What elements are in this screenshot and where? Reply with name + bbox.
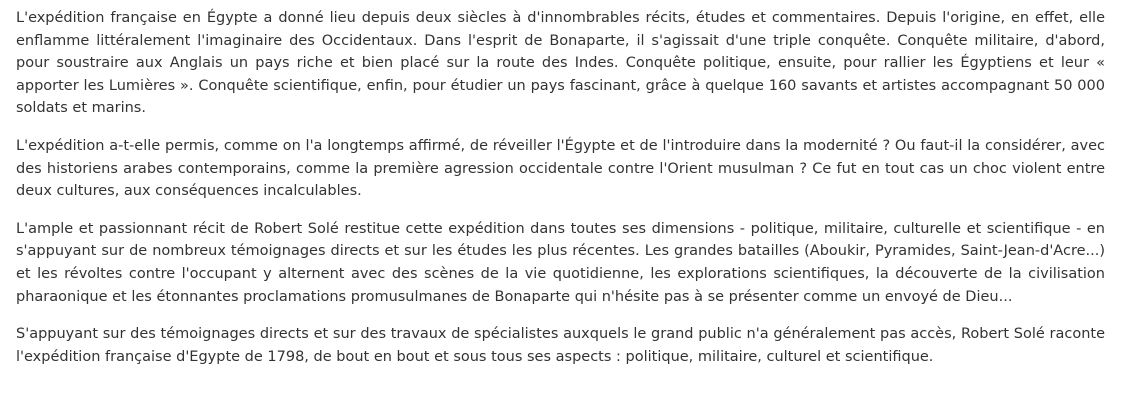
description-paragraph-2: L'expédition a-t-elle permis, comme on l'a longtemps affirmé, de réveiller l'Égypte et de l'introduire dans la modernité ? Ou faut-il la considérer, avec des historiens arabes contemporains, comme la première agression occidentale contre l'Orient musulman ? Ce fut en tout cas un choc violent entre deux cultures, aux conséquences incalculables. — [16, 137, 1105, 200]
description-paragraph-3: L'ample et passionnant récit de Robert Solé restitue cette expédition dans toutes ses dimensions - politique, militaire, culturelle et scientifique - en s'appuyant sur de nombreux témoignages directs et sur les études les plus récentes. Les grandes batailles (Aboukir, Pyramides, Saint-Jean-d'Acre...) et les révoltes contre l'occupant y alternent avec des scènes de la vie quotidienne, les explorations scientifiques, la découverte de la civilisation pharaonique et les étonnantes proclamations promusulmanes de Bonaparte qui n'hésite pas à se présenter comme un envoyé de Dieu... — [16, 220, 1105, 305]
description-paragraph-1: L'expédition française en Égypte a donné lieu depuis deux siècles à d'innombrables récits, études et commentaires. Depuis l'origine, en effet, elle enflamme littéralement l'imaginaire des Occidentaux. Dans l'esprit de Bonaparte, il s'agissait d'une triple conquête. Conquête militaire, d'abord, pour soustraire aux Anglais un pays riche et bien placé sur la route des Indes. Conquête politique, ensuite, pour rallier les Égyptiens et leur « apporter les Lumières ». Conquête scientifique, enfin, pour étudier un pays fascinant, grâce à quelque 160 savants et artistes accompagnant 50 000 soldats et marins. — [16, 10, 1105, 117]
description-paragraph-4: S'appuyant sur des témoignages directs et sur des travaux de spécialistes auxquels le grand public n'a généralement pas accès, Robert Solé raconte l'expédition française d'Egypte de 1798, de bout en bout et sous tous ses aspects : politique, militaire, culturel et scientifique. — [16, 326, 1105, 365]
